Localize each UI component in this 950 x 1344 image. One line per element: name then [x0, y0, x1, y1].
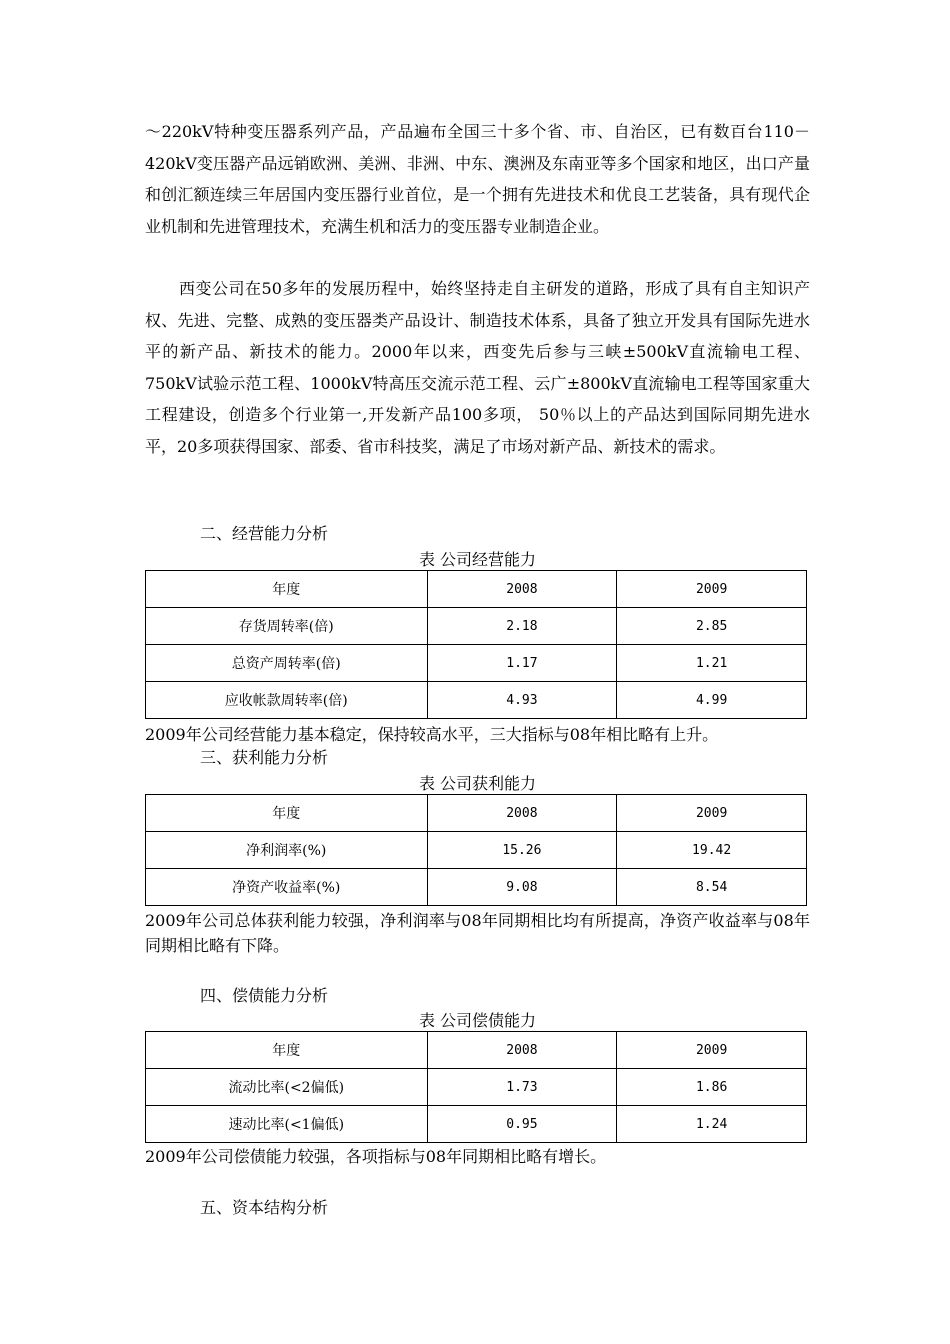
heading-solvency: 四、偿债能力分析 [200, 986, 329, 1005]
row-label: 流动比率(<2偏低) [146, 1069, 428, 1106]
header-cell-2008: 2008 [427, 1032, 617, 1069]
table-header-row [146, 1032, 807, 1069]
table-row [146, 645, 807, 682]
caption-solvency: 表 公司偿债能力 [418, 1011, 537, 1030]
cell-2009: 2.85 [617, 608, 807, 645]
note-operating: 2009年公司经营能力基本稳定，保持较高水平，三大指标与08年相比略有上升。 [145, 725, 719, 744]
cell-2008: 0.95 [427, 1106, 617, 1143]
row-label: 总资产周转率(倍) [146, 645, 428, 682]
header-cell-year: 年度 [146, 1032, 428, 1069]
cell-2008: 9.08 [427, 869, 617, 906]
paragraph-intro: ～220kV特种变压器系列产品，产品遍布全国三十多个省、市、自治区，已有数百台110－420kV变压器产品远销欧洲、美洲、非洲、中东、澳洲及东南亚等多个国家和地区，出口产量和创汇额连续三年居国内变压器行业首位，是一个拥有先进技术和优良工艺装备，具有现代企业机制和先进管理技术，充满生机和活力的变压器专业制造企业。 [145, 122, 810, 236]
table-row [146, 869, 807, 906]
cell-2009: 1.86 [617, 1069, 807, 1106]
cell-2009: 1.24 [617, 1106, 807, 1143]
header-cell-2009: 2009 [617, 795, 807, 832]
paragraph-history: 西变公司在50多年的发展历程中，始终坚持走自主研发的道路，形成了具有自主知识产权、先进、完整、成熟的变压器类产品设计、制造技术体系，具备了独立开发具有国际先进水平的新产品、新技术的能力。2000年以来，西变先后参与三峡±500kV直流输电工程、750kV试验示范工程、1000kV特高压交流示范工程、云广±800kV直流输电工程等国家重大工程建设，创造多个行业第一,开发新产品100多项， 50％以上的产品达到国际同期先进水平，20多项获得国家、部委、省市科技奖，满足了市场对新产品、新技术的需求。 [145, 279, 810, 456]
table-header-row [146, 571, 807, 608]
cell-2008: 1.73 [427, 1069, 617, 1106]
heading-operating: 二、经营能力分析 [200, 524, 329, 543]
header-cell-2009: 2009 [617, 1032, 807, 1069]
table-row [146, 682, 807, 719]
header-cell-2009: 2009 [617, 571, 807, 608]
cell-2008: 4.93 [427, 682, 617, 719]
cell-2008: 1.17 [427, 645, 617, 682]
cell-2008: 2.18 [427, 608, 617, 645]
cell-2009: 19.42 [617, 832, 807, 869]
header-cell-2008: 2008 [427, 571, 617, 608]
table-profit [145, 794, 807, 906]
row-label: 应收帐款周转率(倍) [146, 682, 428, 719]
caption-operating: 表 公司经营能力 [418, 550, 537, 569]
table-header-row [146, 795, 807, 832]
table-row [146, 1106, 807, 1143]
row-label: 存货周转率(倍) [146, 608, 428, 645]
table-row [146, 832, 807, 869]
header-cell-year: 年度 [146, 571, 428, 608]
caption-profit: 表 公司获利能力 [418, 774, 537, 793]
table-row [146, 1069, 807, 1106]
cell-2009: 4.99 [617, 682, 807, 719]
header-cell-year: 年度 [146, 795, 428, 832]
table-row [146, 608, 807, 645]
heading-profit: 三、获利能力分析 [200, 748, 329, 767]
cell-2008: 15.26 [427, 832, 617, 869]
table-operating [145, 570, 807, 719]
row-label: 净利润率(%) [146, 832, 428, 869]
header-cell-2008: 2008 [427, 795, 617, 832]
row-label: 净资产收益率(%) [146, 869, 428, 906]
row-label: 速动比率(<1偏低) [146, 1106, 428, 1143]
note-profit: 2009年公司总体获利能力较强，净利润率与08年同期相比均有所提高，净资产收益率与08年同期相比略有下降。 [145, 911, 810, 955]
table-solvency [145, 1031, 807, 1143]
heading-capital: 五、资本结构分析 [200, 1198, 329, 1217]
note-solvency: 2009年公司偿债能力较强，各项指标与08年同期相比略有增长。 [145, 1147, 607, 1166]
cell-2009: 8.54 [617, 869, 807, 906]
cell-2009: 1.21 [617, 645, 807, 682]
